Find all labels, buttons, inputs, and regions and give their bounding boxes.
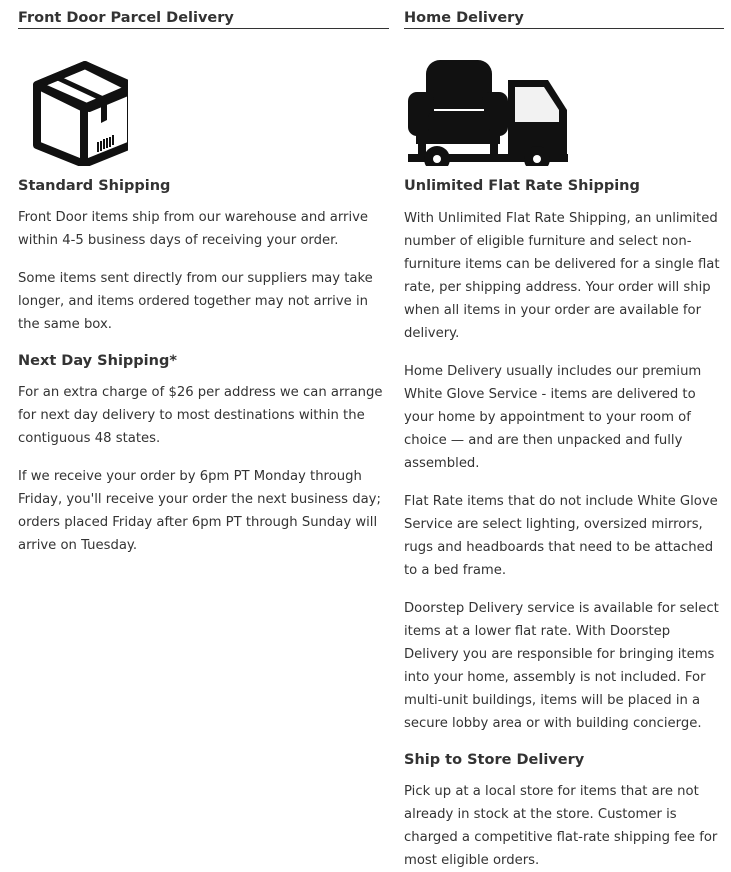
- ship-to-store-heading: Ship to Store Delivery: [404, 752, 585, 768]
- next-day-shipping-text-2: If we receive your order by 6pm PT Monday through Friday, you'll receive your order the next business day; orders placed Friday after 6pm PT through Sunday will arrive on Tuesday.: [18, 469, 381, 553]
- parcel-box-icon: [18, 50, 389, 166]
- standard-shipping-text-2: Some items sent directly from our suppliers may take longer, and items ordered together may not arrive in the same box.: [18, 271, 373, 332]
- ship-to-store-text: Pick up at a local store for items that are not already in stock at the store. Customer is charged a competitive flat-rate shipping fee for most eligible orders.: [404, 784, 718, 868]
- home-delivery-title: Home Delivery: [404, 0, 724, 29]
- flat-rate-exclusions-text: Flat Rate items that do not include White Glove Service are select lighting, oversized mirrors, rugs and headboards that need to be attached to a bed frame.: [404, 494, 718, 578]
- unlimited-flat-rate-text-1: With Unlimited Flat Rate Shipping, an unlimited number of eligible furniture and select non-furniture items can be delivered for a single flat rate, per shipping address. Your order will ship when all items in your order are available for delivery.: [404, 211, 720, 341]
- next-day-shipping-heading: Next Day Shipping*: [18, 353, 177, 369]
- home-delivery-section: [404, 0, 724, 872]
- front-door-section: [18, 0, 389, 557]
- standard-shipping-heading: Standard Shipping: [18, 178, 171, 194]
- standard-shipping-text-1: Front Door items ship from our warehouse and arrive within 4-5 business days of receiving your order.: [18, 210, 369, 248]
- doorstep-delivery-text: Doorstep Delivery service is available for select items at a lower flat rate. With Doorstep Delivery you are responsible for bringing items into your home, assembly is not included. For multi-unit buildings, items will be placed in a secure lobby area or with building concierge.: [404, 601, 719, 731]
- furniture-truck-icon: [404, 50, 724, 166]
- front-door-title: Front Door Parcel Delivery: [18, 0, 389, 29]
- unlimited-flat-rate-heading: Unlimited Flat Rate Shipping: [404, 178, 640, 194]
- white-glove-text: Home Delivery usually includes our premium White Glove Service - items are delivered to your home by appointment to your room of choice — and are then unpacked and fully assembled.: [404, 364, 702, 471]
- next-day-shipping-text-1: For an extra charge of $26 per address we can arrange for next day delivery to most destinations within the contiguous 48 states.: [18, 385, 383, 446]
